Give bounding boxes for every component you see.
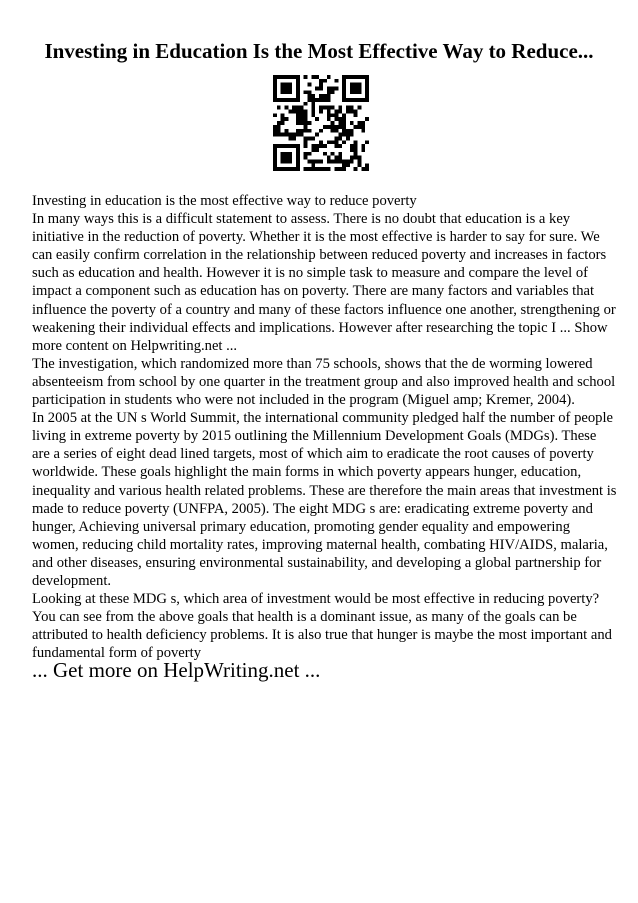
paragraph: The investigation, which randomized more than 75 schools, shows that the de worming lowered absenteeism from school by one quarter in the treatment group and also improved health and school participation in students who were not included in the program (Miguel amp; Kremer, 2004). — [32, 355, 616, 409]
paragraph-heading-line: Investing in education is the most effective way to reduce poverty — [32, 193, 417, 209]
qr-code-icon[interactable] — [273, 75, 369, 171]
paragraph: In 2005 at the UN s World Summit, the international community pledged half the number of people living in extreme poverty by 2015 outlining the Millennium Development Goals (MDGs). These are a series of eight dead lined targets, most of which aim to eradicate the root causes of poverty worldwide. These goals highlight the main forms in which poverty appears hunger, education, inequality and various health related problems. These are therefore the main areas that investment is made to reduce poverty (UNFPA, 2005). The eight MDG s are: eradicating extreme poverty and hunger, Achieving universal primary education, promoting gender equality and empowering women, reducing child mortality rates, improving maternal health, combating HIV/AIDS, malaria, and other diseases, ensuring environmental sustainability, and developing a global partnership for development. — [32, 410, 617, 589]
document-title: Investing in Education Is the Most Effective Way to Reduce... — [44, 39, 594, 63]
article-body — [32, 192, 617, 662]
paragraph: In many ways this is a difficult statement to assess. There is no doubt that education is a key initiative in the reduction of poverty. Whether it is the most effective is harder to say for sure. We can easily confirm correlation in the relationship between reduced poverty and increases in factors such as education and health. However it is no simple task to measure and compare the level of impact a component such as education has on poverty. There are many factors and variables that influence the poverty of a country and many of these factors influence one another, strengthening or weakening their individual effects and implications. However after researching the topic I ... Show more content on Helpwriting.net ... — [32, 211, 616, 354]
paragraph: Looking at these MDG s, which area of investment would be most effective in reducing poverty? You can see from the above goals that health is a dominant issue, as many of the goals can be attributed to health deficiency problems. It is also true that hunger is maybe the most important and fundamental form of poverty — [32, 591, 612, 662]
get-more-link[interactable]: ... Get more on HelpWriting.net ... — [32, 658, 321, 682]
